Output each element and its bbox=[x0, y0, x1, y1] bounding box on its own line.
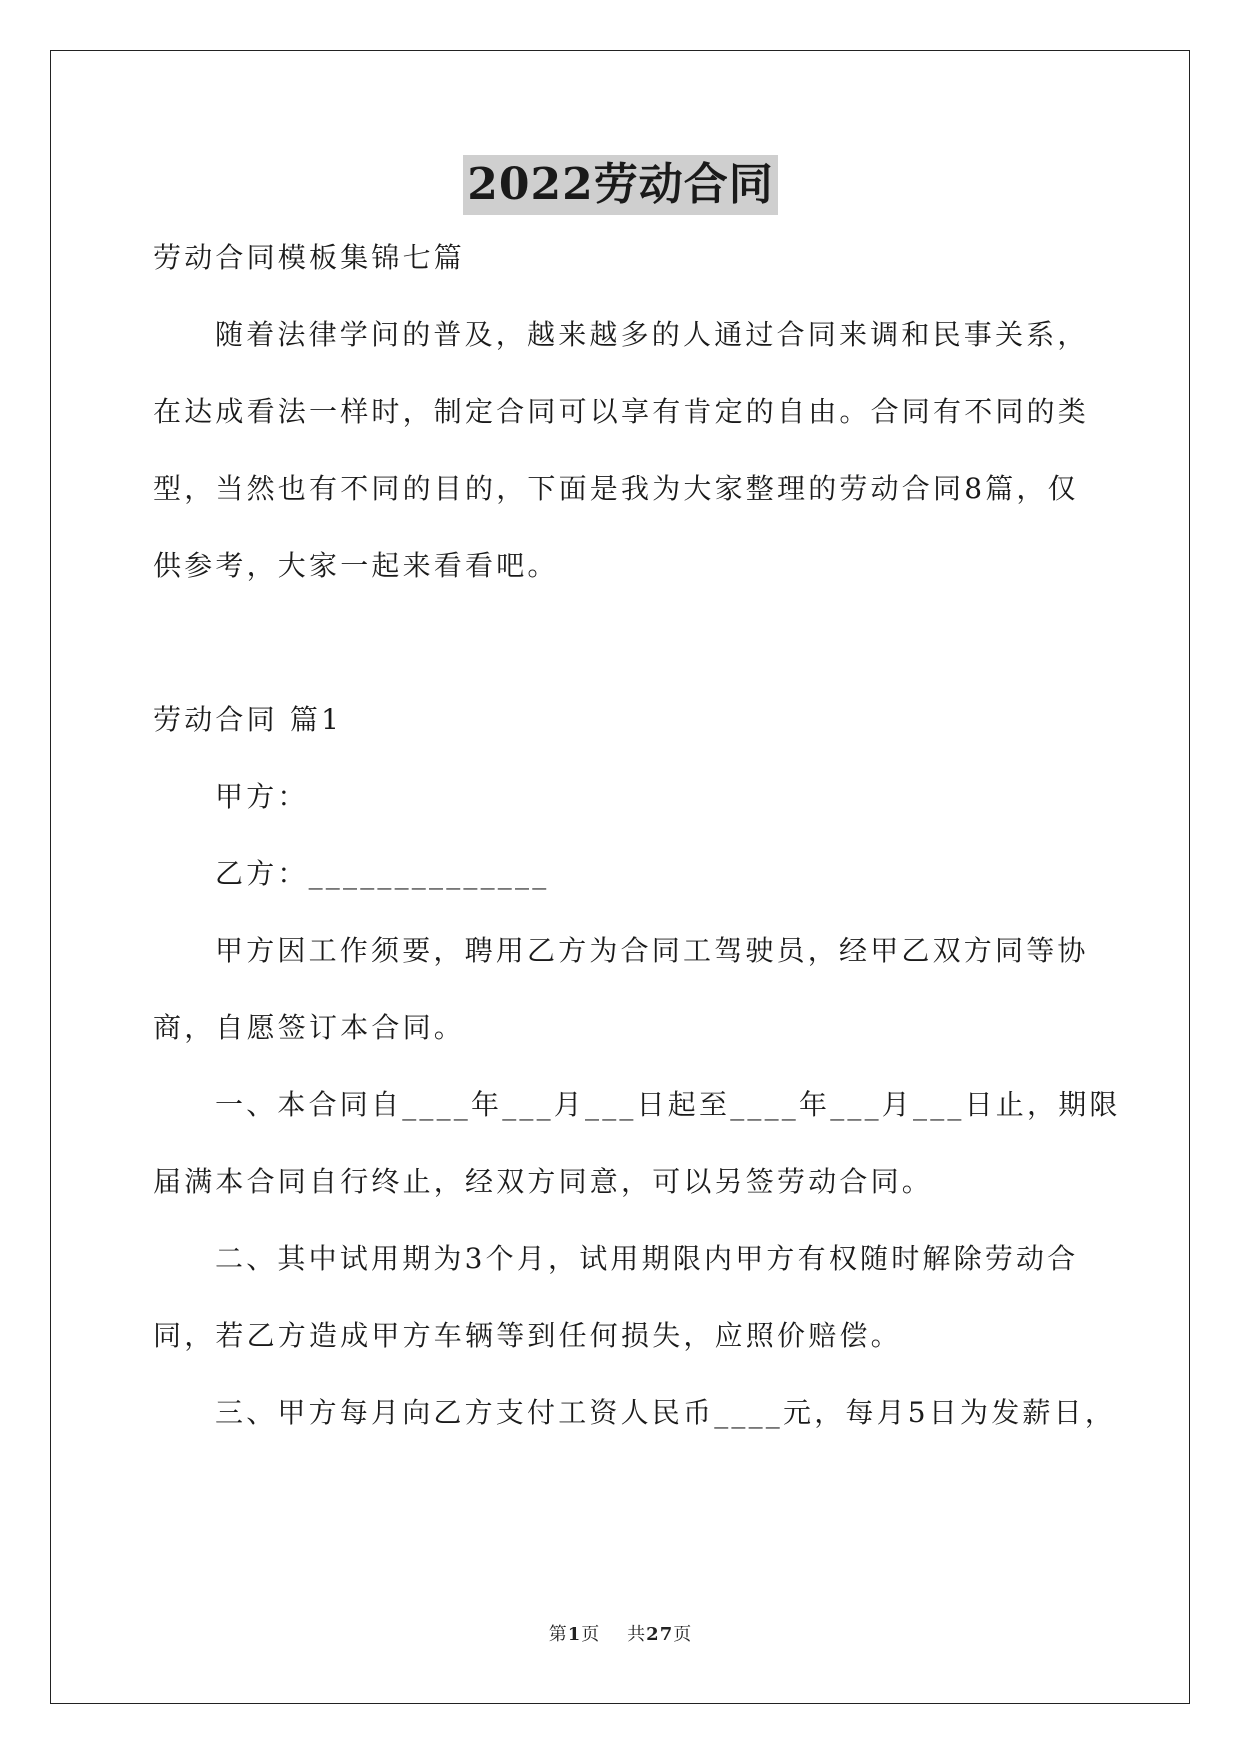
section-heading: 劳动合同 篇1 bbox=[153, 703, 343, 736]
party-a-label: 甲方： bbox=[215, 780, 309, 813]
footer-total-suffix: 页 bbox=[673, 1624, 693, 1645]
body-line-7: 三、甲方每月向乙方支付工资人民币____元，每月5日为发薪日， bbox=[215, 1396, 1117, 1429]
page-footer bbox=[0, 1620, 1241, 1646]
footer-page-prefix: 第 bbox=[548, 1624, 568, 1645]
body-line-2: 商，自愿签订本合同。 bbox=[153, 1011, 466, 1044]
body-line-4: 届满本合同自行终止，经双方同意，可以另签劳动合同。 bbox=[153, 1165, 934, 1198]
body-line-3: 一、本合同自____年___月___日起至____年___月___日止，期限 bbox=[215, 1088, 1121, 1121]
party-b-blank: ______________ bbox=[308, 857, 550, 890]
document-title: 2022劳动合同 bbox=[463, 155, 777, 215]
document-subtitle: 劳动合同模板集锦七篇 bbox=[153, 241, 466, 274]
body-line-1: 甲方因工作须要，聘用乙方为合同工驾驶员，经甲乙双方同等协 bbox=[215, 934, 1089, 967]
intro-line-4: 供参考，大家一起来看看吧。 bbox=[153, 549, 559, 582]
title-container bbox=[0, 155, 1241, 215]
body-line-5: 二、其中试用期为3个月，试用期限内甲方有权随时解除劳动合 bbox=[215, 1242, 1079, 1275]
intro-line-1: 随着法律学问的普及，越来越多的人通过合同来调和民事关系， bbox=[215, 318, 1089, 351]
intro-line-3: 型，当然也有不同的目的，下面是我为大家整理的劳动合同8篇，仅 bbox=[153, 472, 1079, 505]
body-line-6: 同，若乙方造成甲方车辆等到任何损失，应照价赔偿。 bbox=[153, 1319, 902, 1352]
party-b-row bbox=[215, 854, 549, 894]
intro-line-2: 在达成看法一样时，制定合同可以享有肯定的自由。合同有不同的类 bbox=[153, 395, 1090, 428]
footer-total-prefix: 共 bbox=[627, 1624, 647, 1645]
footer-page-suffix: 页 bbox=[581, 1624, 601, 1645]
footer-total-pages: 27 bbox=[646, 1624, 674, 1645]
footer-page-number: 1 bbox=[567, 1624, 582, 1645]
party-b-label: 乙方： bbox=[215, 857, 309, 890]
